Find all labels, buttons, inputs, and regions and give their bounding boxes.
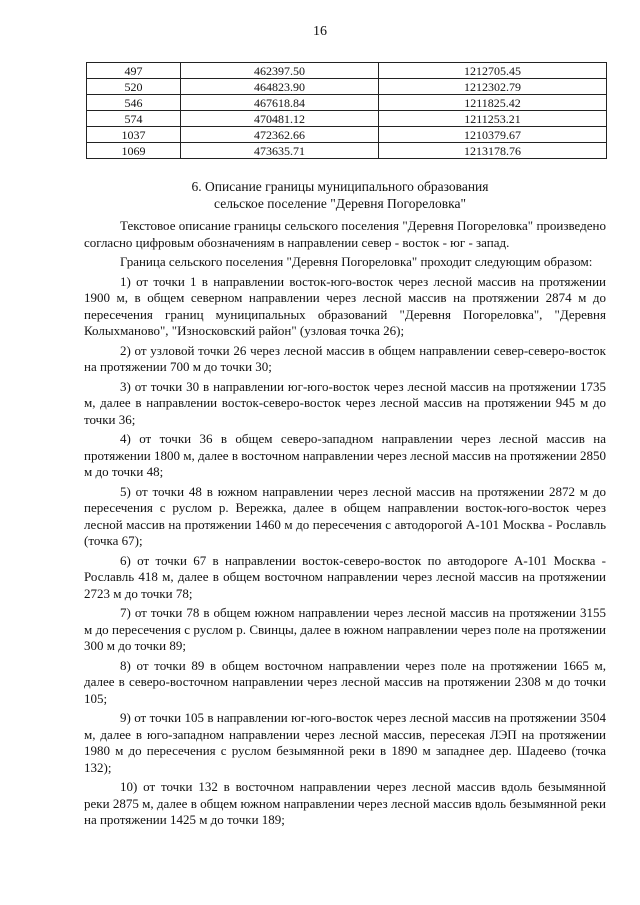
page-number: 16 [313,24,327,39]
paragraph-item: 4) от точки 36 в общем северо-западном направлении через лесной массив на протяжении 1800 м, далее в восточном направлении через лесной массив на протяжении 2850 м до точки 48; [84,431,606,479]
table-cell-point: 1037 [87,127,181,143]
paragraph-item: 3) от точки 30 в направлении юг-юго-восток через лесной массив на протяжении 1735 м, далее в направлении восток-северо-восток через лесной массив на протяжении 945 м до точки 36; [84,378,606,427]
paragraph-item: 9) от точки 105 в направлении юг-юго-восток через лесной массив на протяжении 3504 м, далее в юго-западном направлении через лесной массив, пересекая ЛЭП на протяжении 1980 м до пересечения с руслом безымянной реки в 1890 м западнее дер. Шадеево (точка 132); [84,710,606,775]
table-cell-y: 1210379.67 [379,127,607,143]
paragraph-item: 6) от точки 67 в направлении восток-северо-восток по автодороге А-101 Москва - Рославль 418 м, далее в общем восточном направлении через лесной массив на протяжении 2723 м до точки 78; [84,552,606,601]
table-cell-y: 1211825.42 [379,95,607,111]
table-cell-x: 462397.50 [181,63,379,79]
table-cell-point: 497 [87,63,181,79]
table-cell-x: 467618.84 [181,95,379,111]
section-title [60,178,620,212]
table-cell-point: 520 [87,79,181,95]
coordinates-table [86,62,607,159]
paragraph-intro: Текстовое описание границы сельского поселения "Деревня Погореловка" произведено согласно цифровым обозначениям в направлении север - восток - юг - запад. [84,218,606,250]
table-cell-x: 470481.12 [181,111,379,127]
paragraph-item: 5) от точки 48 в южном направлении через лесной массив на протяжении 2872 м до пересечения с руслом р. Вережка, далее в общем направлении восток-юго-восток через лесной массив на протяжении 1460 м до пересечения с автодорогой А-101 Москва - Рославль (точка 67); [84,483,606,548]
table-cell-y: 1213178.76 [379,143,607,159]
paragraph-item: 7) от точки 78 в общем южном направлении через лесной массив на протяжении 3155 м до пересечения с руслом р. Свинцы, далее в южном направлении через поле на протяжении 300 м до точки 89; [84,605,606,653]
table-row [87,63,607,79]
section-title-line-2: сельское поселение "Деревня Погореловка" [214,196,466,211]
table-row [87,79,607,95]
table-row [87,111,607,127]
table-cell-point: 546 [87,95,181,111]
section-title-line-1: 6. Описание границы муниципального образования [191,179,489,194]
paragraph-lead: Граница сельского поселения "Деревня Погореловка" проходит следующим образом: [120,254,593,269]
paragraph-item: 10) от точки 132 в восточном направлении через лесной массив вдоль безымянной реки 2875 м, далее в общем южном направлении через лесной массив вдоль безымянной реки на протяжении 1425 м до точки 189; [84,779,606,827]
table-cell-point: 574 [87,111,181,127]
table-cell-y: 1212705.45 [379,63,607,79]
boundary-description [84,218,606,832]
table-cell-point: 1069 [87,143,181,159]
paragraph-item: 2) от узловой точки 26 через лесной массив в общем направлении север-северо-восток на протяжении 700 м до точки 30; [84,342,606,374]
table-cell-y: 1212302.79 [379,79,607,95]
table-cell-x: 473635.71 [181,143,379,159]
table-cell-x: 472362.66 [181,127,379,143]
table-cell-x: 464823.90 [181,79,379,95]
paragraph-item: 8) от точки 89 в общем восточном направлении через поле на протяжении 1665 м, далее в северо-восточном направлении через лесной массив на протяжении 2308 м до точки 105; [84,657,606,706]
table-row [87,143,607,159]
table-row [87,95,607,111]
table-row [87,127,607,143]
table-cell-y: 1211253.21 [379,111,607,127]
paragraph-item: 1) от точки 1 в направлении восток-юго-восток через лесной массив на протяжении 1900 м, в общем северном направлении через лесной массив на протяжении 2874 м до пересечения границ муниципальных образований "Деревня Погореловка", "Деревня Колыхманово", "Износковский район" (узловая точка 26); [84,273,606,338]
